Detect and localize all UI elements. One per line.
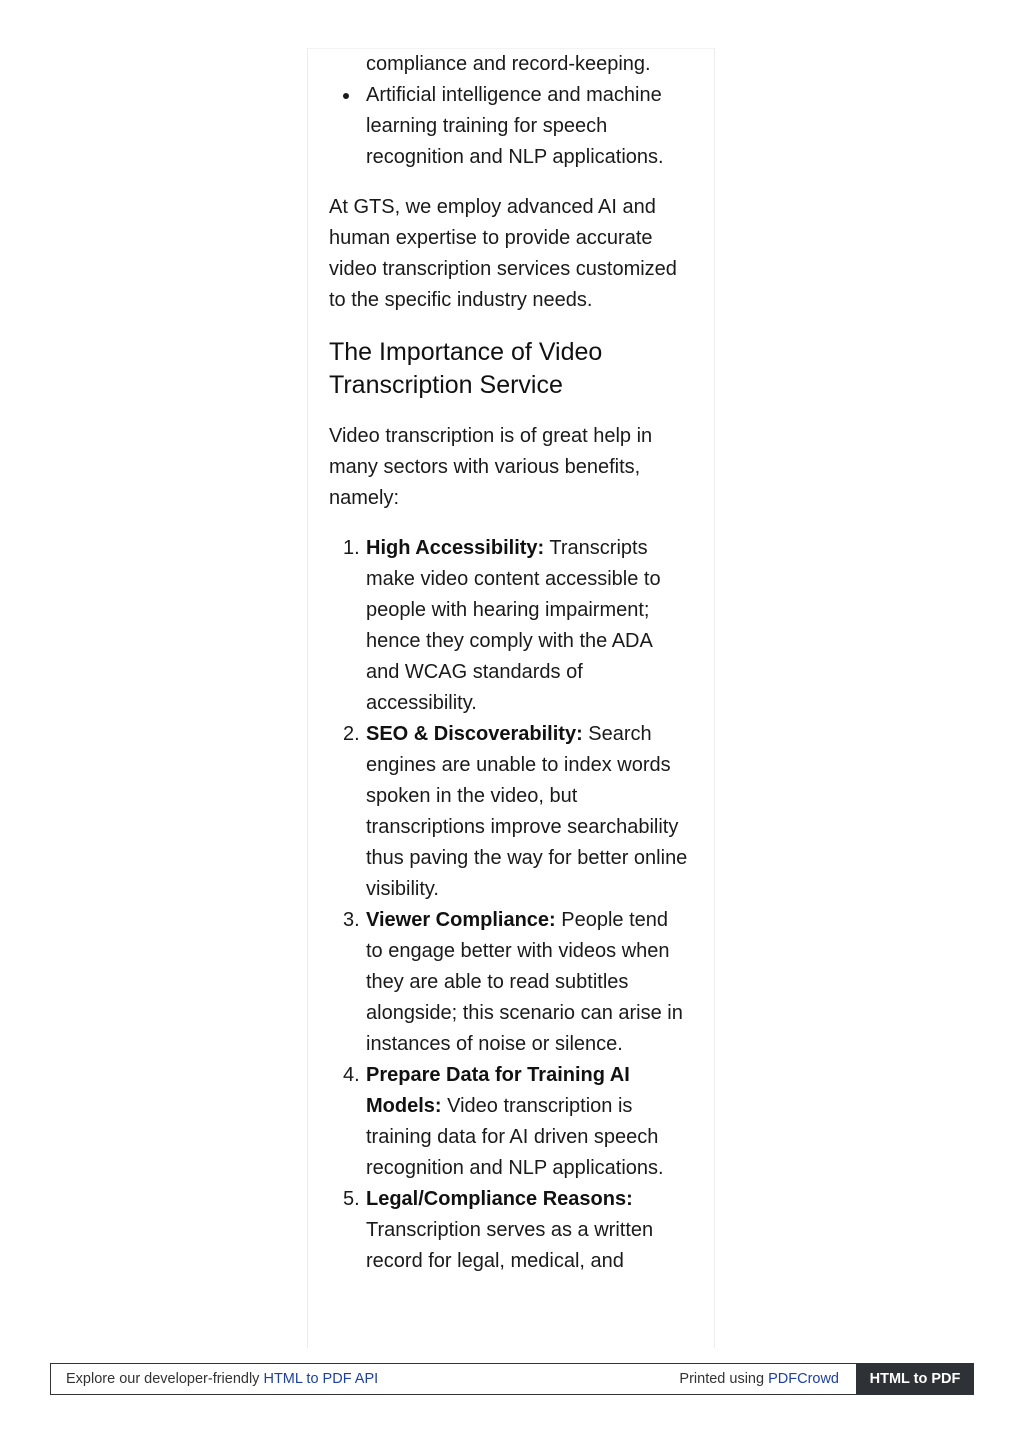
footer-explore (66, 1371, 378, 1387)
intro-paragraph: At GTS, we employ advanced AI and human expertise to provide accurate video transcription services customized to the specific industry needs. (329, 196, 677, 311)
benefit-text: Search engines are unable to index words spoken in the video, but transcriptions improve searchability thus paving the way for better online visibility. (366, 723, 688, 900)
footer-printed-text: Printed using (679, 1371, 769, 1387)
footer-explore-text: Explore our developer-friendly (66, 1371, 264, 1387)
item-number: 1. (343, 537, 360, 559)
pdfcrowd-footer-bar (50, 1363, 974, 1395)
footer-printed (679, 1371, 839, 1387)
benefit-term: High Accessibility: (366, 537, 545, 559)
item-number: 5. (343, 1188, 360, 1210)
benefit-item-training-data (343, 1060, 689, 1184)
benefit-item-seo (343, 719, 689, 905)
html-to-pdf-api-link[interactable]: HTML to PDF API (263, 1371, 379, 1387)
benefit-term: Viewer Compliance: (366, 909, 556, 931)
benefit-item-accessibility (343, 533, 689, 719)
benefit-term: Legal/Compliance Reasons: (366, 1188, 633, 1210)
item-number: 2. (343, 723, 360, 745)
pdfcrowd-link[interactable]: PDFCrowd (768, 1371, 839, 1387)
benefit-term: SEO & Discoverability: (366, 723, 583, 745)
item-number: 4. (343, 1064, 360, 1086)
top-bullet-list (329, 49, 689, 173)
benefit-text: Video transcription is training data for AI driven speech recognition and NLP applications. (366, 1095, 664, 1179)
benefit-text: People tend to engage better with videos when they are able to read subtitles alongside; this scenario can arise in instances of noise or silence. (366, 909, 683, 1055)
section-heading: The Importance of Video Transcription Service (329, 338, 603, 399)
section-intro-paragraph: Video transcription is of great help in many sectors with various benefits, namely: (329, 425, 653, 509)
html-to-pdf-badge[interactable]: HTML to PDF (856, 1363, 974, 1395)
benefit-text: Transcripts make video content accessible to people with hearing impairment; hence they comply with the ADA and WCAG standards of accessibility. (366, 537, 661, 714)
list-item-continued: compliance and record-keeping. (366, 53, 651, 75)
benefit-text: Transcription serves as a written record for legal, medical, and (366, 1219, 654, 1272)
list-item: Artificial intelligence and machine learning training for speech recognition and NLP applications. (366, 80, 689, 173)
benefit-item-legal (343, 1184, 689, 1277)
article-content (329, 48, 689, 1277)
item-number: 3. (343, 909, 360, 931)
benefit-term: Prepare Data for Training AI Models: (366, 1064, 630, 1117)
benefit-item-viewer-compliance (343, 905, 689, 1060)
benefits-list (329, 533, 689, 1277)
